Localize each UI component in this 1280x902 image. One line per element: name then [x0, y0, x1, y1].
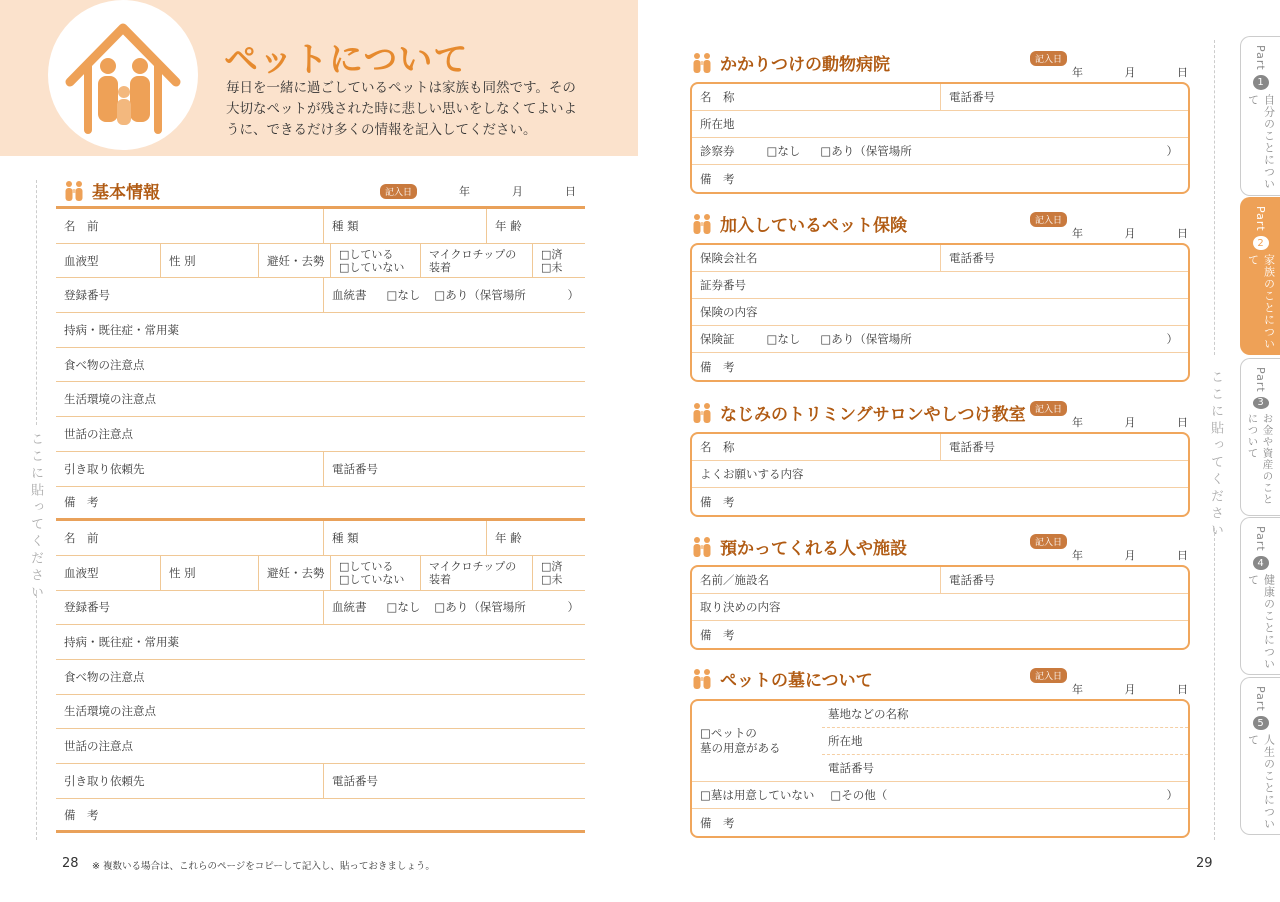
- grave-other-option[interactable]: □その他（: [830, 788, 888, 802]
- form-row-note: [56, 799, 585, 834]
- kinyu-text: 記入日: [1030, 401, 1067, 416]
- tel-label: 電話番号: [949, 90, 995, 104]
- form-row-food: [56, 660, 585, 695]
- date-row: [1072, 681, 1188, 697]
- hospital-note-field[interactable]: [692, 165, 1188, 192]
- basic-title-text: 基本情報: [92, 183, 160, 203]
- month-label: 月: [1124, 683, 1136, 696]
- gutter-paste-text: ここに貼ってください: [1208, 370, 1223, 540]
- form-row-note: [56, 487, 585, 522]
- card-none-option[interactable]: □なし: [766, 144, 801, 158]
- form-row-blood: [56, 244, 585, 279]
- kinyu-text: 記入日: [1030, 212, 1067, 227]
- kinyu-badge: 記入日: [380, 184, 417, 199]
- env-field[interactable]: [56, 382, 585, 416]
- foster-title-text: 預かってくれる人や施設: [720, 539, 907, 559]
- card-none-option[interactable]: □なし: [766, 332, 801, 346]
- disease-label: 持病・既往症・常用薬: [64, 635, 179, 650]
- trimming-request-field[interactable]: [692, 461, 1188, 487]
- hospital-name-field[interactable]: [692, 84, 940, 110]
- family-icon: [690, 667, 714, 691]
- tab-number: 1: [1253, 75, 1269, 90]
- chip-option-not[interactable]: □未: [541, 572, 563, 586]
- grave-title-text: ペットの墓について: [720, 671, 873, 691]
- tab-number: 2: [1253, 236, 1269, 251]
- pickup-tel-field[interactable]: [324, 764, 585, 798]
- pedigree-yes-option[interactable]: □あり（保管場所: [434, 600, 526, 615]
- food-field[interactable]: [56, 660, 585, 694]
- pedigree-field[interactable]: [324, 278, 585, 312]
- tab-part-label: Part: [1254, 367, 1267, 393]
- note-label: 備 考: [700, 627, 735, 642]
- form-row-care: [56, 729, 585, 764]
- grave-note-field[interactable]: [692, 809, 1188, 836]
- tab-part-label: Part: [1254, 45, 1267, 71]
- pickup-tel-field[interactable]: [324, 452, 585, 486]
- age-field[interactable]: [487, 209, 585, 243]
- basic-info-form: [56, 206, 585, 833]
- addr-label: 所在地: [700, 117, 735, 131]
- tab-part-label: Part: [1254, 686, 1267, 712]
- addr-label: 所在地: [828, 734, 863, 748]
- month-label: 月: [1124, 416, 1136, 429]
- grave-none-field[interactable]: [692, 782, 1188, 808]
- tab-number: 3: [1253, 397, 1269, 409]
- neuter-option-no[interactable]: □していない: [339, 260, 405, 274]
- form-row: [692, 299, 1188, 326]
- tab-part-label: Part: [1254, 526, 1267, 552]
- form-row: [692, 353, 1188, 380]
- form-row: [692, 567, 1188, 594]
- pedigree-field[interactable]: [324, 591, 585, 625]
- chip-label-2: 装着: [429, 572, 451, 586]
- house-family-icon: [48, 0, 198, 150]
- kind-field[interactable]: [324, 209, 487, 243]
- trimming-note-field[interactable]: [692, 488, 1188, 515]
- name-label: 名前／施設名: [700, 573, 769, 587]
- form-row: [692, 165, 1188, 192]
- gutter-line: [36, 180, 37, 425]
- insurance-content-field[interactable]: [692, 299, 1188, 325]
- family-icon: [690, 535, 714, 559]
- form-row-name: [56, 521, 585, 556]
- tel-label: 電話番号: [332, 461, 378, 476]
- blood-label: 血液型: [64, 253, 99, 268]
- date-row: [1072, 64, 1188, 80]
- chip-label-cell: [421, 556, 533, 590]
- gutter-line: [1214, 40, 1215, 355]
- close-paren: ）: [1166, 332, 1178, 346]
- name-label: 名 称: [700, 90, 735, 104]
- hospital-form: [690, 82, 1190, 194]
- basic-section-title: [62, 178, 160, 203]
- care-label: 世話の注意点: [64, 426, 133, 441]
- grave-tel-field[interactable]: [822, 755, 1188, 781]
- content-label: 保険の内容: [700, 305, 758, 319]
- foster-name-field[interactable]: [692, 567, 940, 593]
- kinyu-text: 記入日: [1030, 51, 1067, 66]
- neuter-label-cell: [259, 244, 331, 278]
- tab-part-2[interactable]: [1240, 197, 1280, 355]
- form-row-pickup: [56, 452, 585, 487]
- age-label: 年 齢: [495, 531, 522, 546]
- note-field[interactable]: [56, 799, 585, 831]
- chip-options[interactable]: [533, 244, 585, 278]
- form-row-reg: [56, 591, 585, 626]
- month-label: 月: [1124, 66, 1136, 79]
- grave-prep-block: [692, 701, 1188, 782]
- close-paren: ）: [1166, 144, 1178, 158]
- foster-section-title: [690, 534, 907, 559]
- kind-field[interactable]: [324, 521, 487, 555]
- form-row-reg: [56, 278, 585, 313]
- grave-prep-option[interactable]: [692, 701, 822, 781]
- chip-label-1: マイクロチップの: [429, 559, 517, 573]
- month-label: 月: [1124, 227, 1136, 240]
- kinyu-badge: [1030, 47, 1067, 66]
- tab-part-5[interactable]: [1240, 677, 1280, 835]
- reg-field[interactable]: [56, 278, 324, 312]
- insurance-section-title: [690, 211, 907, 236]
- form-row: [692, 488, 1188, 515]
- day-label: 日: [1177, 416, 1188, 429]
- food-label: 食べ物の注意点: [64, 357, 145, 372]
- chip-options[interactable]: [533, 556, 585, 590]
- tab-part-1[interactable]: [1240, 36, 1280, 196]
- pedigree-none-option[interactable]: □なし: [386, 600, 421, 615]
- tel-label: 電話番号: [949, 440, 995, 454]
- care-label: 世話の注意点: [64, 739, 133, 754]
- year-label: 年: [1072, 227, 1083, 240]
- close-paren: ）: [567, 288, 579, 303]
- close-paren: ）: [1166, 788, 1178, 802]
- tab-number: 5: [1253, 716, 1269, 731]
- tel-label: 電話番号: [949, 251, 995, 265]
- family-icon: [690, 401, 714, 425]
- care-field[interactable]: [56, 417, 585, 451]
- tab-part-label: Part: [1254, 206, 1267, 232]
- hospital-tel-field[interactable]: [940, 84, 1188, 110]
- card-label: 保険証: [700, 332, 735, 346]
- name-field[interactable]: [56, 209, 324, 243]
- form-row: [692, 809, 1188, 836]
- day-label: 日: [1177, 66, 1188, 79]
- blood-field[interactable]: [56, 244, 161, 278]
- insurance-note-field[interactable]: [692, 353, 1188, 380]
- hero-circle: [48, 0, 198, 150]
- card-label: 診察券: [700, 144, 735, 158]
- grave-none-option[interactable]: □墓は用意していない: [700, 788, 815, 802]
- form-row: [692, 111, 1188, 138]
- foster-tel-field[interactable]: [940, 567, 1188, 593]
- form-row: [692, 272, 1188, 299]
- disease-field[interactable]: [56, 625, 585, 659]
- reg-label: 登録番号: [64, 288, 110, 303]
- kinyu-badge: [1030, 208, 1067, 227]
- env-label: 生活環境の注意点: [64, 704, 156, 719]
- left-page-number: 28: [62, 856, 79, 871]
- trimming-title-text: なじみのトリミングサロンやしつけ教室: [720, 405, 1026, 425]
- pickup-label: 引き取り依頼先: [64, 461, 145, 476]
- neuter-option-no[interactable]: □していない: [339, 572, 405, 586]
- chip-option-done[interactable]: □済: [541, 559, 563, 573]
- trimming-name-field[interactable]: [692, 434, 940, 460]
- page-title: ペットについて: [224, 40, 469, 80]
- env-field[interactable]: [56, 695, 585, 729]
- tab-label: 健康のことについて: [1246, 574, 1276, 671]
- neuter-option-yes[interactable]: □している: [339, 247, 394, 261]
- form-row-disease: [56, 313, 585, 348]
- name-field[interactable]: [56, 521, 324, 555]
- year-label: 年: [459, 185, 471, 198]
- form-row: [692, 326, 1188, 353]
- kinyu-badge: [1030, 397, 1067, 416]
- grave-name-field[interactable]: [822, 701, 1188, 728]
- form-row-food: [56, 348, 585, 383]
- month-label: 月: [1124, 549, 1136, 562]
- chip-label-cell: [421, 244, 533, 278]
- form-row: [692, 434, 1188, 461]
- sex-label: 性 別: [169, 253, 196, 268]
- month-label: 月: [512, 185, 524, 198]
- trimming-form: [690, 432, 1190, 517]
- tab-part-3[interactable]: [1240, 358, 1280, 516]
- grave-prep-label-2: 墓の用意がある: [700, 741, 781, 755]
- kinyu-text: 記入日: [1030, 668, 1067, 683]
- form-row-env: [56, 695, 585, 730]
- date-row: [1072, 225, 1188, 241]
- chip-option-not[interactable]: □未: [541, 260, 563, 274]
- rule-label: 取り決めの内容: [700, 600, 781, 614]
- company-label: 保険会社名: [700, 251, 758, 265]
- foster-rule-field[interactable]: [692, 594, 1188, 620]
- hospital-addr-field[interactable]: [692, 111, 1188, 137]
- hospital-card-field[interactable]: [692, 138, 1188, 164]
- note-label: 備 考: [700, 171, 735, 186]
- form-row-name: [56, 209, 585, 244]
- gutter-paste-text: ここに貼ってください: [28, 432, 43, 602]
- disease-field[interactable]: [56, 313, 585, 347]
- insurance-form: [690, 243, 1190, 382]
- insurance-card-field[interactable]: [692, 326, 1188, 352]
- foster-form: [690, 565, 1190, 650]
- pedigree-label: 血統書: [332, 600, 367, 615]
- day-label: 日: [1177, 227, 1188, 240]
- chip-option-done[interactable]: □済: [541, 247, 563, 261]
- insurance-title-text: 加入しているペット保険: [720, 216, 907, 236]
- neuter-label-cell: [259, 556, 331, 590]
- neuter-label: 避妊・去勢: [267, 565, 325, 580]
- grave-section-title: [690, 666, 873, 691]
- age-label: 年 齢: [495, 218, 522, 233]
- form-row-pickup: [56, 764, 585, 799]
- kinyu-badge: [1030, 664, 1067, 683]
- insurance-policy-field[interactable]: [692, 272, 1188, 298]
- note-field[interactable]: [56, 487, 585, 519]
- name-label: 名 前: [64, 531, 99, 546]
- year-label: 年: [1072, 66, 1083, 79]
- neuter-label: 避妊・去勢: [267, 253, 325, 268]
- year-label: 年: [1072, 683, 1083, 696]
- age-field[interactable]: [487, 521, 585, 555]
- policy-label: 証券番号: [700, 278, 746, 292]
- card-yes-option[interactable]: □あり（保管場所: [820, 332, 912, 346]
- neuter-option-yes[interactable]: □している: [339, 559, 394, 573]
- note-label: 備 考: [700, 359, 735, 374]
- date-row: [1072, 547, 1188, 563]
- form-row-disease: [56, 625, 585, 660]
- tab-label: 人生のことについて: [1246, 734, 1276, 831]
- year-label: 年: [1072, 549, 1083, 562]
- blood-field[interactable]: [56, 556, 161, 590]
- form-row: [692, 84, 1188, 111]
- foster-note-field[interactable]: [692, 621, 1188, 648]
- family-icon: [690, 51, 714, 75]
- tel-label: 電話番号: [828, 761, 874, 775]
- pickup-field[interactable]: [56, 452, 324, 486]
- food-field[interactable]: [56, 348, 585, 382]
- care-field[interactable]: [56, 729, 585, 763]
- tab-label: 家族のことについて: [1246, 254, 1276, 351]
- chip-label-1: マイクロチップの: [429, 247, 517, 261]
- grave-detail-fields: [822, 701, 1188, 781]
- reg-label: 登録番号: [64, 600, 110, 615]
- form-row: [692, 621, 1188, 648]
- kind-label: 種 類: [332, 218, 359, 233]
- sex-field[interactable]: [161, 244, 259, 278]
- neuter-options[interactable]: [331, 556, 421, 590]
- trimming-section-title: [690, 400, 1026, 425]
- request-label: よくお願いする内容: [700, 467, 804, 481]
- sex-label: 性 別: [169, 565, 196, 580]
- form-row: [692, 782, 1188, 809]
- grave-prep-label-1: □ペットの: [700, 726, 757, 740]
- insurance-company-field[interactable]: [692, 245, 940, 271]
- footer-note: ※ 複数いる場合は、これらのページをコピーして記入し、貼っておきましょう。: [92, 861, 435, 872]
- form-row-blood: [56, 556, 585, 591]
- day-label: 日: [1177, 549, 1188, 562]
- pickup-label: 引き取り依頼先: [64, 773, 145, 788]
- neuter-options[interactable]: [331, 244, 421, 278]
- tab-part-4[interactable]: [1240, 517, 1280, 675]
- day-label: 日: [565, 185, 577, 198]
- day-label: 日: [1177, 683, 1188, 696]
- name-label: 名 前: [64, 218, 99, 233]
- form-row: [692, 138, 1188, 165]
- form-row: [692, 594, 1188, 621]
- basic-date-row: [380, 183, 586, 199]
- tab-number: 4: [1253, 556, 1269, 571]
- disease-label: 持病・既往症・常用薬: [64, 322, 179, 337]
- insurance-tel-field[interactable]: [940, 245, 1188, 271]
- blood-label: 血液型: [64, 565, 99, 580]
- gname-label: 墓地などの名称: [828, 707, 909, 721]
- chip-label-2: 装着: [429, 260, 451, 274]
- tel-label: 電話番号: [949, 573, 995, 587]
- food-label: 食べ物の注意点: [64, 669, 145, 684]
- right-page-number: 29: [1196, 856, 1213, 871]
- sex-field[interactable]: [161, 556, 259, 590]
- trimming-tel-field[interactable]: [940, 434, 1188, 460]
- tab-label: お金や資産のことについて: [1246, 412, 1274, 505]
- form-row: [692, 245, 1188, 272]
- pedigree-yes-option[interactable]: □あり（保管場所: [434, 288, 526, 303]
- reg-field[interactable]: [56, 591, 324, 625]
- env-label: 生活環境の注意点: [64, 392, 156, 407]
- note-label: 備 考: [64, 807, 99, 822]
- gutter-line: [1214, 528, 1215, 840]
- grave-addr-field[interactable]: [822, 728, 1188, 755]
- tab-label: 自分のことについて: [1246, 93, 1276, 190]
- kinyu-badge: [1030, 530, 1067, 549]
- page-description: 毎日を一緒に過ごしているペットは家族も同然です。その大切なペットが残された時に悲しい思いをしなくてよいように、できるだけ多くの情報を記入してください。: [226, 80, 577, 138]
- family-icon: [690, 212, 714, 236]
- kinyu-text: 記入日: [1030, 534, 1067, 549]
- pedigree-label: 血統書: [332, 288, 367, 303]
- tel-label: 電話番号: [332, 773, 378, 788]
- grave-form: [690, 699, 1190, 838]
- close-paren: ）: [567, 600, 579, 615]
- form-row-care: [56, 417, 585, 452]
- form-row-env: [56, 382, 585, 417]
- family-icon: [62, 179, 86, 203]
- form-row: [692, 461, 1188, 488]
- name-label: 名 称: [700, 440, 735, 454]
- note-label: 備 考: [64, 495, 99, 510]
- year-label: 年: [1072, 416, 1083, 429]
- hospital-title-text: かかりつけの動物病院: [720, 55, 890, 75]
- kind-label: 種 類: [332, 531, 359, 546]
- pickup-field[interactable]: [56, 764, 324, 798]
- card-yes-option[interactable]: □あり（保管場所: [820, 144, 912, 158]
- note-label: 備 考: [700, 815, 735, 830]
- gutter-line: [36, 590, 37, 840]
- hospital-section-title: [690, 50, 890, 75]
- note-label: 備 考: [700, 494, 735, 509]
- date-row: [1072, 414, 1188, 430]
- pedigree-none-option[interactable]: □なし: [386, 288, 421, 303]
